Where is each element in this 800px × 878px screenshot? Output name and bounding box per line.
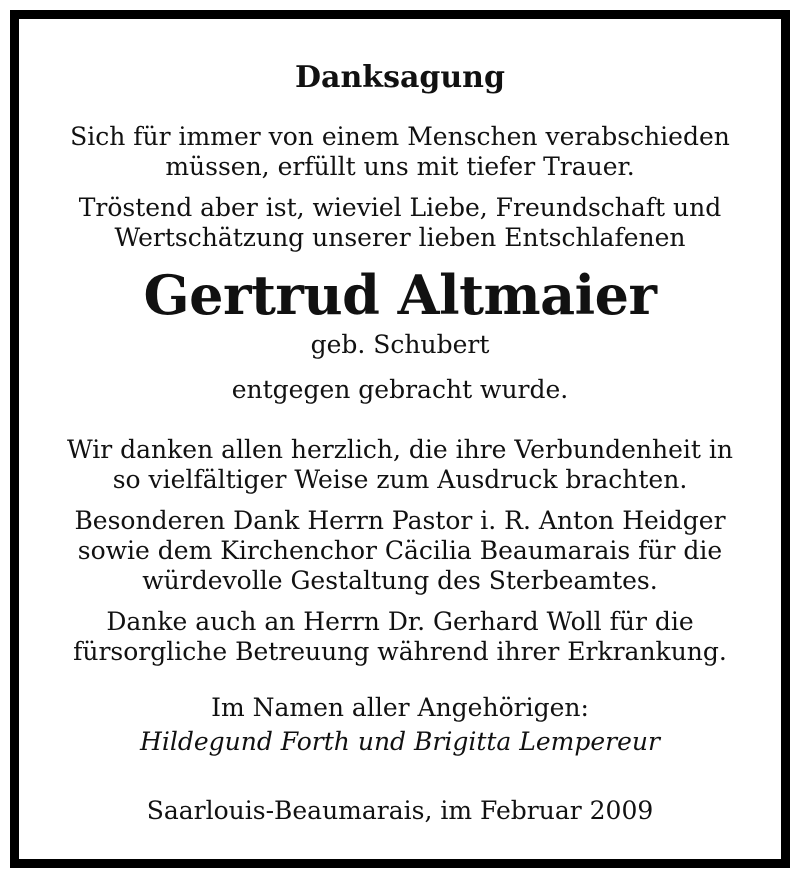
paragraph-line: Tröstend aber ist, wieviel Liebe, Freundschaft und bbox=[78, 193, 722, 222]
paragraph-line: Danke auch an Herrn Dr. Gerhard Woll für die bbox=[106, 607, 694, 636]
paragraph-line: Wir danken allen herzlich, die ihre Verbundenheit in bbox=[66, 435, 733, 464]
paragraph-line: würdevolle Gestaltung des Sterbeamtes. bbox=[142, 566, 658, 595]
paragraph-line: so vielfältiger Weise zum Ausdruck brachten. bbox=[112, 465, 688, 494]
notice-content bbox=[19, 19, 781, 859]
place-date: Saarlouis-Beaumarais, im Februar 2009 bbox=[146, 796, 654, 825]
maiden-name: geb. Schubert bbox=[310, 330, 490, 359]
notice-heading: Danksagung bbox=[295, 60, 505, 95]
paragraph-line: entgegen gebracht wurde. bbox=[231, 375, 569, 404]
paragraph-line: Sich für immer von einem Menschen verabschieden bbox=[70, 122, 730, 151]
deceased-name: Gertrud Altmaier bbox=[143, 263, 657, 327]
paragraph-line: Besonderen Dank Herrn Pastor i. R. Anton Heidger bbox=[74, 506, 726, 535]
paragraph-line: müssen, erfüllt uns mit tiefer Trauer. bbox=[165, 152, 635, 181]
signoff-label: Im Namen aller Angehörigen: bbox=[211, 693, 589, 722]
paragraph-line: fürsorgliche Betreuung während ihrer Erkrankung. bbox=[73, 637, 727, 666]
paragraph-line: Wertschätzung unserer lieben Entschlafenen bbox=[114, 223, 686, 252]
paragraph-line: sowie dem Kirchenchor Cäcilia Beaumarais für die bbox=[77, 536, 723, 565]
signatories: Hildegund Forth und Brigitta Lempereur bbox=[140, 727, 660, 756]
notice-frame bbox=[10, 10, 790, 868]
